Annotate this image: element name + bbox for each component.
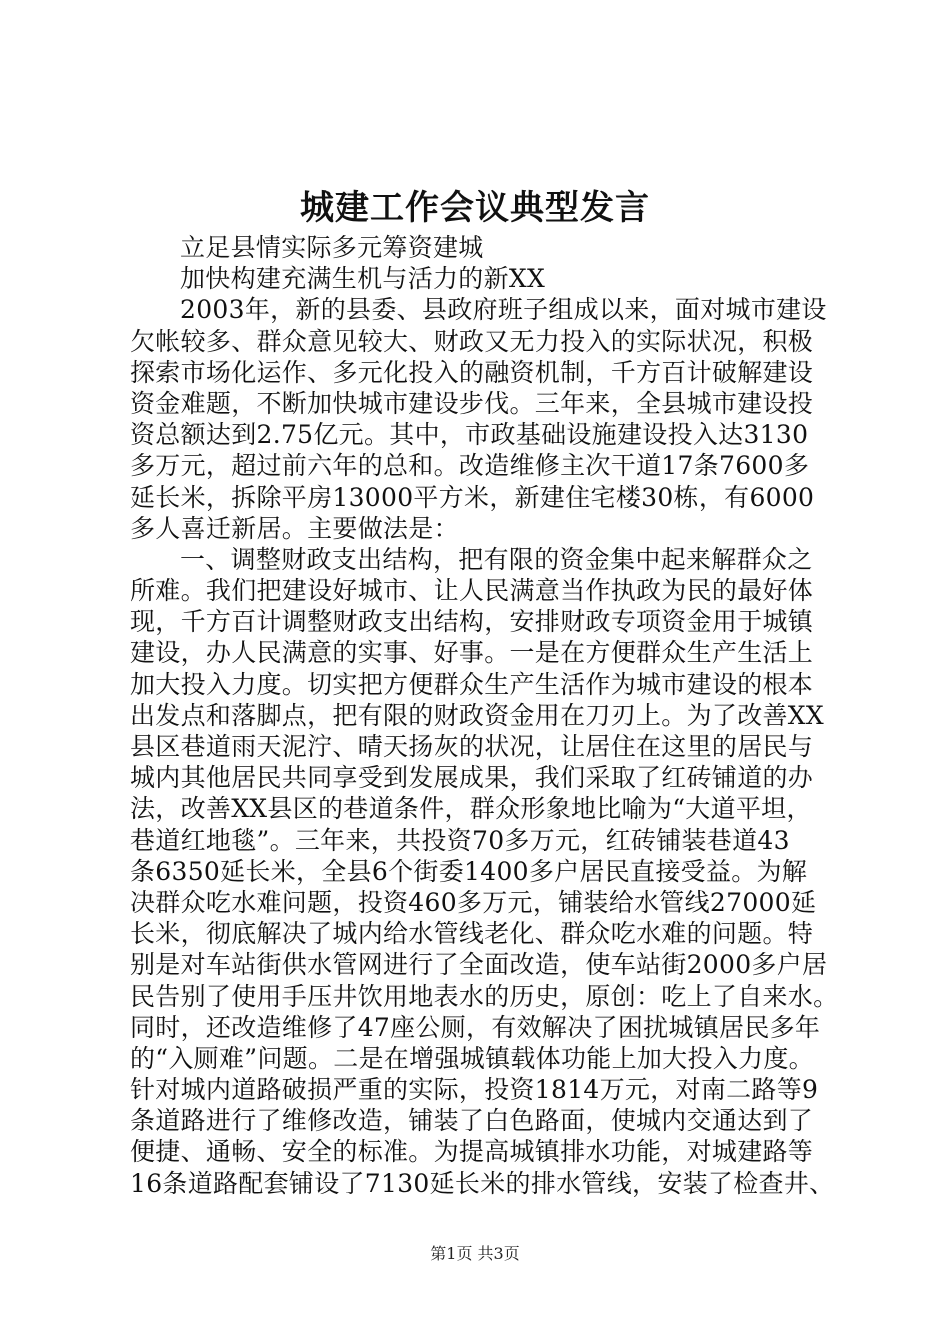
body-line: 一、调整财政支出结构，把有限的资金集中起来解群众之 [180,544,813,574]
document-title: 城建工作会议典型发言 [300,188,650,228]
body-line: 民告别了使用手压井饮用地表水的历史，原创：吃上了自来水。 [130,981,839,1011]
body-line: 出发点和落脚点，把有限的财政资金用在刀刃上。为了改善XX [130,700,824,730]
page-footer: 第1页 共3页 [430,1244,520,1263]
document-body [130,232,848,1199]
body-line: 2003年，新的县委、县政府班子组成以来，面对城市建设 [180,295,827,325]
body-line: 条6350延长米，全县6个街委1400多户居民直接受益。为解 [130,856,808,886]
body-line: 法，改善XX县区的巷道条件，群众形象地比喻为“大道平坦， [130,794,812,824]
body-line: 同时，还改造维修了47座公厕，有效解决了困扰城镇居民多年 [130,1012,821,1042]
body-line: 现，千方百计调整财政支出结构，安排财政专项资金用于城镇 [130,607,814,637]
body-line: 16条道路配套铺设了7130延长米的排水管线，安装了检查井、 [130,1168,835,1198]
body-line: 资金难题，不断加快城市建设步伐。三年来，全县城市建设投 [130,388,814,418]
body-line: 多万元，超过前六年的总和。改造维修主次干道17条7600多 [130,451,810,481]
body-line: 决群众吃水难问题，投资460多万元，铺装给水管线27000延 [130,887,817,917]
body-line: 条道路进行了维修改造，铺装了白色路面，使城内交通达到了 [130,1106,814,1136]
body-line: 欠帐较多、群众意见较大、财政又无力投入的实际状况，积极 [130,326,814,356]
body-line: 巷道红地毯”。三年来，共投资70多万元，红砖铺装巷道43 [130,825,790,855]
body-line: 城内其他居民共同享受到发展成果，我们采取了红砖铺道的办 [130,763,814,793]
body-line: 的“入厕难”问题。二是在增强城镇载体功能上加大投入力度。 [130,1043,814,1073]
body-line: 探索市场化运作、多元化投入的融资机制，千方百计破解建设 [130,357,814,387]
body-line: 便捷、通畅、安全的标准。为提高城镇排水功能，对城建路等 [130,1137,814,1167]
body-line: 加快构建充满生机与活力的新XX [180,264,546,294]
body-line: 所难。我们把建设好城市、让人民满意当作执政为民的最好体 [130,576,814,606]
body-line: 建设，办人民满意的实事、好事。一是在方便群众生产生活上 [130,638,814,668]
body-line: 加大投入力度。切实把方便群众生产生活作为城市建设的根本 [130,669,814,699]
body-line: 延长米，拆除平房13000平方米，新建住宅楼30栋，有6000 [130,482,815,512]
body-line: 资总额达到2.75亿元。其中，市政基础设施建设投入达3130 [130,420,809,450]
body-line: 多人喜迁新居。主要做法是： [130,513,459,543]
body-line: 立足县情实际多元筹资建城 [180,233,484,262]
body-line: 县区巷道雨天泥泞、晴天扬灰的状况，让居住在这里的居民与 [130,732,814,761]
body-line: 别是对车站街供水管网进行了全面改造，使车站街2000多户居 [130,950,828,980]
body-line: 长米，彻底解决了城内给水管线老化、群众吃水难的问题。特 [130,919,814,949]
body-line: 针对城内道路破损严重的实际，投资1814万元，对南二路等9 [130,1075,819,1105]
